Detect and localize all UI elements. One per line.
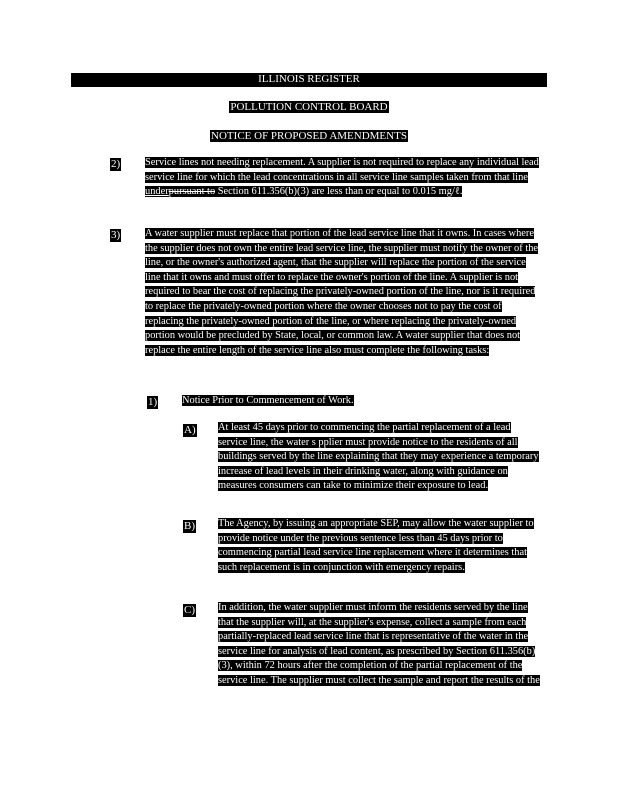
item-2-inserted: under — [145, 186, 169, 198]
notice-title-row — [0, 130, 618, 142]
register-title: ILLINOIS REGISTER — [258, 73, 360, 85]
subitem-A-label: A) — [184, 424, 196, 436]
subitem-1-label: 1) — [148, 396, 158, 408]
subitem-B-body: The Agency, by issuing an appropriate SEP, may allow the water supplier to provide notice under the previous sentence less than 45 days prior to commencing partial lead service line replacement where it determines that such replacement is in conjunction with emergency repairs. — [218, 518, 534, 573]
item-3-text — [145, 227, 541, 358]
item-3-label: 3) — [111, 229, 121, 241]
register-banner — [71, 73, 547, 87]
subitem-B-text — [218, 517, 542, 575]
notice-title: NOTICE OF PROPOSED AMENDMENTS — [211, 130, 407, 142]
item-2-before: Service lines not needing replacement. A supplier is not required to replace any individual lead service line for which the lead concentrations in all service line samples taken from that line — [145, 157, 539, 183]
subitem-A-body: At least 45 days prior to commencing the partial replacement of a lead service line, the water s pplier must provide notice to the residents of all buildings served by the line explaining that they may experience a temporary increase of lead levels in their drinking water, along with guidance on measures consumers can take to minimize their exposure to lead. — [218, 422, 539, 492]
item-2-deleted: pursuant to — [168, 186, 216, 198]
subitem-1-heading: Notice Prior to Commencement of Work. — [182, 395, 354, 406]
subitem-C-label: C) — [184, 604, 195, 616]
item-3-body: A water supplier must replace that portion of the lead service line that it owns. In cases where the supplier does not own the entire lead service line, the supplier must notify the owner of the line, or the owner's authorized agent, that the supplier will replace the portion of the service line that it owns and must offer to replace the owner's portion of the line. A supplier is not required to bear the cost of replacing the privately-owned portion of the line, nor is it required to replace the privately-owned portion where the owner chooses not to pay the cost of replacing the privately-owned portion of the line, or where replacing the privately-owned portion would be precluded by State, local, or common law. A water supplier that does not replace the entire length of the service line also must complete the following tasks: — [145, 228, 539, 356]
item-2-text — [145, 156, 541, 200]
item-2-label: 2) — [111, 158, 121, 170]
subitem-1-heading-row — [182, 394, 482, 409]
subitem-A-text — [218, 421, 542, 494]
subitem-C-text — [218, 601, 542, 689]
board-title-row — [0, 101, 618, 113]
subitem-B-label: B) — [184, 520, 195, 532]
subitem-C-body: In addition, the water supplier must inform the residents served by the line that the supplier will, at the supplier's expense, collect a sample from each partially-replaced lead service line that is representative of the water in the service line for analysis of lead content, as prescribed by Section 611.356(b)(3), within 72 hours after the completion of the partial replacement of the service line. The supplier must collect the sample and report the results of the — [218, 602, 540, 686]
item-2-after: Section 611.356(b)(3) are less than or equal to 0.015 mg/ℓ. — [215, 186, 463, 198]
board-title: POLLUTION CONTROL BOARD — [230, 101, 388, 113]
